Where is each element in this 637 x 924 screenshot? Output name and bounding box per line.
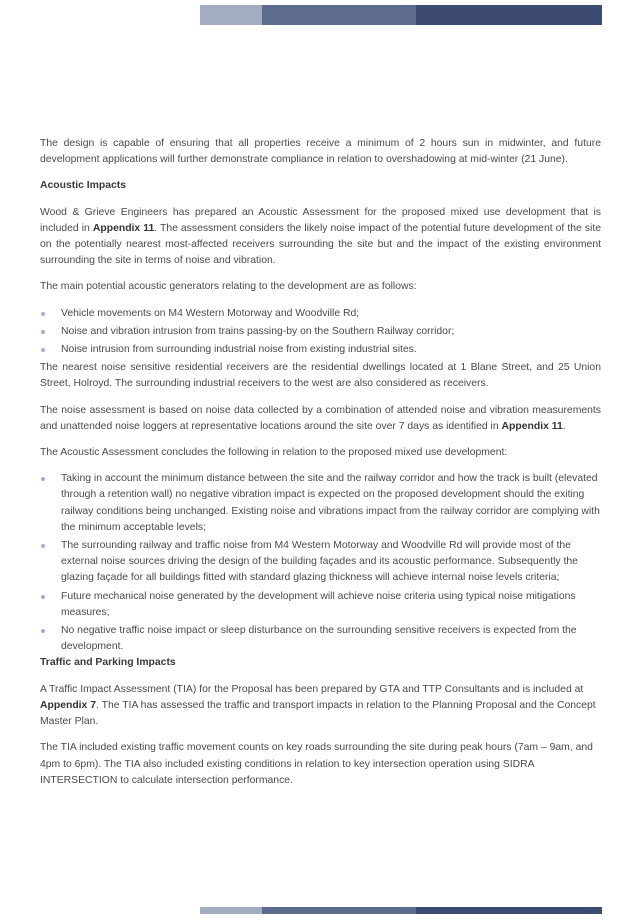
text-run: Wood & Grieve Engineers has prepared an Acoustic Assessment for the proposed mixed use development that is included in xyxy=(40,206,601,234)
paragraph-overshadowing: The design is capable of ensuring that all properties receive a minimum of 2 hours sun in midwinter, and future development applications will further demonstrate compliance in relation to overshadowing at mid-winter (21 June). xyxy=(40,138,601,166)
generators-list xyxy=(40,306,601,359)
list-item-text: Future mechanical noise generated by the development will achieve noise criteria using typical noise mitigations measures; xyxy=(61,590,576,618)
header-band-segment-mid xyxy=(262,5,416,25)
bullet-icon xyxy=(41,348,45,352)
list-item xyxy=(40,342,601,358)
header-band-segment-dark xyxy=(416,5,602,25)
appendix-reference: Appendix 11 xyxy=(92,222,155,234)
text-run: A Traffic Impact Assessment (TIA) for the Proposal has been prepared by GTA and TTP Consultants and is included at xyxy=(40,683,584,695)
text-run: The noise assessment is based on noise data collected by a combination of attended noise and vibration measurements and unattended noise loggers at representative locations around the site over 7 days as identified in xyxy=(40,404,601,432)
bullet-icon xyxy=(41,312,45,316)
paragraph-acoustic-concludes: The Acoustic Assessment concludes the following in relation to the proposed mixed use development: xyxy=(40,447,508,459)
conclusions-list xyxy=(40,471,601,655)
paragraph-tia-intro xyxy=(40,682,601,731)
bullet-icon xyxy=(41,544,45,548)
heading-traffic-parking: Traffic and Parking Impacts xyxy=(40,657,176,669)
text-run: . The TIA has assessed the traffic and transport impacts in relation to the Planning Proposal and the Concept Master Plan. xyxy=(40,699,596,728)
footer-band-segment-mid xyxy=(262,907,416,914)
bullet-icon xyxy=(41,330,45,334)
text-run: . The assessment considers the likely noise impact of the potential future development of the site on the potentially nearest most-affected receivers surrounding the site but and the impact of the existing environment surrounding the site in terms of noise and vibration. xyxy=(40,222,601,267)
list-item xyxy=(40,623,601,655)
footer-color-band xyxy=(200,907,602,914)
paragraph-traffic-counts: The TIA included existing traffic movement counts on key roads surrounding the site during peak hours (7am – 9am, and 4pm to 6pm). The TIA also included existing conditions in relation to key intersection operation using SIDRA INTERSECTION to calculate intersection performance. xyxy=(40,742,593,786)
list-item-text: No negative traffic noise impact or sleep disturbance on the surrounding sensitive receivers is expected from the development. xyxy=(61,625,577,653)
header-band-segment-light xyxy=(200,5,262,25)
paragraph-acoustic-generators: The main potential acoustic generators relating to the development are as follows: xyxy=(40,281,417,293)
bullet-icon xyxy=(41,477,45,481)
paragraph-receivers: The nearest noise sensitive residential receivers are the residential dwellings located at 1 Blane Street, and 25 Union Street, Holroyd. The surrounding industrial receivers to the west are also considered as receivers. xyxy=(40,362,601,390)
footer-band-segment-dark xyxy=(416,907,602,914)
appendix-reference: Appendix 7 xyxy=(40,699,97,711)
list-item-text: The surrounding railway and traffic noise from M4 Western Motorway and Woodville Rd will provide most of the external noise sources driving the design of the building façades and its acoustic performance. Subsequently the glazing façade for all buildings fitted with standard glazing thickness will achieve internal noise levels criteria; xyxy=(61,540,578,584)
list-item-text: Taking in account the minimum distance between the site and the railway corridor and how the track is built (elevated through a retention wall) no negative vibration impact is expected on the proposed development should the exiting railway conditions being unchanged. Existing noise and vibrations impact from the railway corridor are complying with the minimum acceptable levels; xyxy=(61,473,600,533)
list-item xyxy=(40,471,601,536)
list-item-text: Noise intrusion from surrounding industrial noise from existing industrial sites. xyxy=(61,344,417,356)
text-run: . xyxy=(562,420,566,432)
list-item xyxy=(40,306,601,322)
list-item xyxy=(40,538,601,587)
list-item xyxy=(40,589,601,621)
bullet-icon xyxy=(41,629,45,633)
footer-band-segment-light xyxy=(200,907,262,914)
list-item xyxy=(40,324,601,340)
heading-acoustic-impacts: Acoustic Impacts xyxy=(40,180,127,192)
paragraph-noise-data xyxy=(40,403,601,435)
page-body xyxy=(40,136,601,799)
paragraph-acoustic-intro xyxy=(40,205,601,270)
header-color-band xyxy=(200,5,602,25)
list-item-text: Vehicle movements on M4 Western Motorway and Woodville Rd; xyxy=(61,307,360,319)
appendix-reference: Appendix 11 xyxy=(501,420,563,432)
bullet-icon xyxy=(41,595,45,599)
list-item-text: Noise and vibration intrusion from trains passing-by on the Southern Railway corridor; xyxy=(61,325,455,337)
